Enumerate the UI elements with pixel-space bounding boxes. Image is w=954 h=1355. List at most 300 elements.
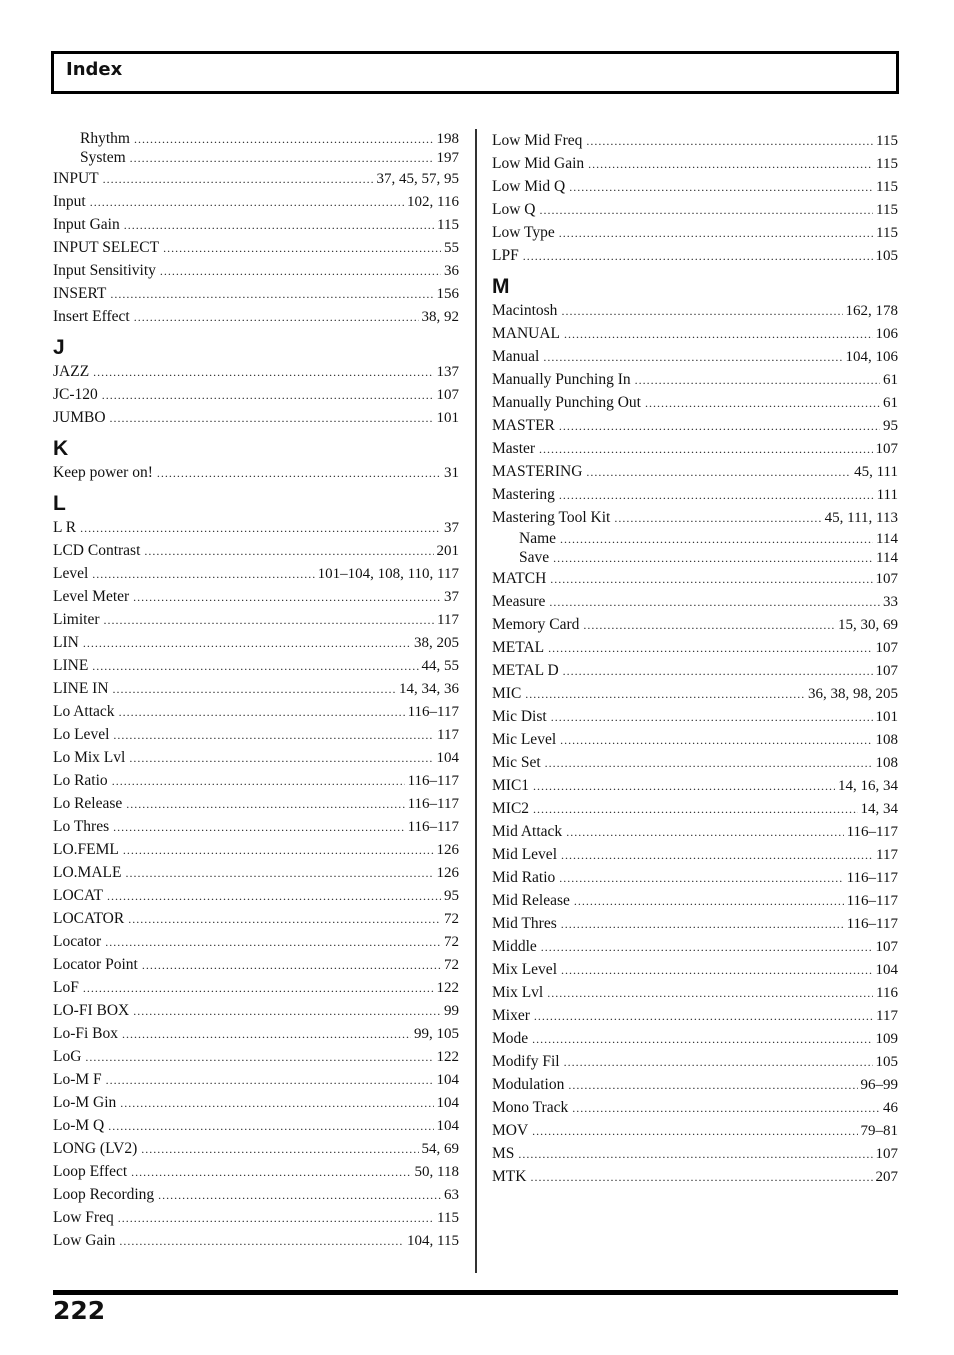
dot-leader [157,462,441,485]
entry-pages: 38, 92 [421,309,459,325]
index-entry [53,406,459,429]
dot-leader [107,885,441,908]
entry-term: Mic Dist [492,708,547,725]
entry-term: Mid Ratio [492,869,556,886]
entry-term: Lo Release [53,795,123,812]
index-entry [53,1137,459,1160]
entry-term: Input [53,193,86,210]
dot-leader [158,1184,441,1207]
index-entry [492,774,898,797]
entry-pages: 197 [436,150,459,166]
index-entry [53,461,459,484]
dot-leader [523,245,873,268]
entry-term: LOCAT [53,887,103,904]
index-entry [53,516,459,539]
index-entry [53,1068,459,1091]
dot-leader [635,369,880,392]
entry-pages: 122 [436,1049,459,1065]
dot-leader [553,549,873,568]
dot-leader [560,729,872,752]
dot-leader [525,683,805,706]
dot-leader [549,591,880,614]
entry-pages: 162, 178 [845,303,898,319]
index-entry [53,236,459,259]
entry-term: INPUT [53,170,99,187]
entry-pages: 116–117 [407,796,459,812]
index-entry [492,981,898,1004]
index-column-left [53,129,459,1252]
section-letter: M [492,275,510,298]
entry-pages: 116–117 [407,819,459,835]
index-entry [53,884,459,907]
dot-leader [568,1074,857,1097]
dot-leader [110,407,434,430]
dot-leader [125,862,433,885]
entry-pages: 107 [875,571,898,587]
entry-term: Low Mid Q [492,178,566,195]
dot-leader [533,798,857,821]
index-entry [492,506,898,529]
entry-term: MASTERING [492,463,583,480]
entry-pages: 107 [875,939,898,955]
dot-leader [547,982,873,1005]
entry-term: Low Mid Gain [492,155,585,172]
entry-term: MS [492,1145,515,1162]
entry-term: Manually Punching In [492,371,631,388]
entry-term: Mid Level [492,846,557,863]
entry-pages: 72 [444,957,459,973]
index-column-right [492,129,898,1188]
index-entry [53,631,459,654]
entry-pages: 116–117 [846,870,898,886]
index-entry [53,677,459,700]
dot-leader [134,130,434,149]
dot-leader [561,959,873,982]
index-entry [492,613,898,636]
entry-term: Mastering [492,486,555,503]
entry-term: MASTER [492,417,555,434]
dot-leader [131,1161,411,1184]
dot-leader [534,1005,873,1028]
entry-pages: 79–81 [860,1123,898,1139]
entry-pages: 95 [883,418,898,434]
entry-term: Level Meter [53,588,130,605]
index-entry [492,1027,898,1050]
dot-leader [113,724,434,747]
entry-pages: 72 [444,911,459,927]
entry-term: Low Q [492,201,536,218]
index-entry [492,1119,898,1142]
index-entry [53,282,459,305]
entry-pages: 107 [875,1146,898,1162]
dot-leader [559,867,843,890]
dot-leader [90,191,404,214]
entry-pages: 55 [444,240,459,256]
section-letter: L [53,492,66,515]
footer-rule [53,1290,898,1295]
dot-leader [93,361,433,384]
dot-leader [163,237,441,260]
entry-term: Lo Thres [53,818,110,835]
index-entry [492,682,898,705]
entry-pages: 36, 38, 98, 205 [808,686,898,702]
dot-leader [564,323,872,346]
dot-leader [119,701,405,724]
dot-leader [104,609,435,632]
entry-term: Manually Punching Out [492,394,641,411]
entry-term: Name [519,530,557,547]
entry-pages: 104 [436,750,459,766]
dot-leader [533,775,835,798]
entry-pages: 115 [876,225,898,241]
entry-pages: 104 [436,1118,459,1134]
entry-pages: 38, 205 [414,635,459,651]
entry-term: Lo Mix Lvl [53,749,126,766]
index-entry [492,175,898,198]
entry-pages: 116–117 [846,893,898,909]
index-entry [53,792,459,815]
entry-pages: 201 [436,543,459,559]
dot-leader [559,222,873,245]
dot-leader [133,586,441,609]
dot-leader [586,461,851,484]
index-entry [53,976,459,999]
dot-leader [126,793,404,816]
entry-term: LCD Contrast [53,542,141,559]
dot-leader [83,977,434,1000]
dot-leader [551,706,873,729]
entry-pages: 137 [436,364,459,380]
entry-pages: 115 [437,1210,459,1226]
entry-term: Mode [492,1030,529,1047]
entry-term: Low Mid Freq [492,132,583,149]
entry-pages: 117 [437,727,459,743]
dot-leader [583,614,835,637]
entry-term: Mid Thres [492,915,557,932]
index-entry [53,1091,459,1114]
dot-leader [130,149,434,168]
entry-term: Low Freq [53,1209,114,1226]
dot-leader [129,747,433,770]
index-entry [53,1022,459,1045]
section-letter: J [53,336,65,359]
entry-term: Limiter [53,611,100,628]
index-entry [492,1096,898,1119]
index-entry [492,797,898,820]
entry-term: Keep power on! [53,464,153,481]
index-entry [492,1073,898,1096]
index-entry [53,838,459,861]
dot-leader [545,752,873,775]
entry-term: LIN [53,634,79,651]
entry-pages: 104, 115 [407,1233,459,1249]
entry-pages: 115 [876,133,898,149]
entry-term: LO.MALE [53,864,122,881]
dot-leader [124,214,434,237]
index-entry [53,861,459,884]
entry-term: Manual [492,348,540,365]
index-entry [492,483,898,506]
dot-leader [106,1069,434,1092]
entry-term: Mix Lvl [492,984,544,1001]
index-subentry [492,529,898,548]
index-entry [492,391,898,414]
entry-term: Level [53,565,89,582]
entry-term: LO-FI BOX [53,1002,130,1019]
entry-pages: 46 [883,1100,898,1116]
entry-pages: 101 [436,410,459,426]
index-entry [492,636,898,659]
entry-pages: 45, 111 [854,464,898,480]
entry-pages: 15, 30, 69 [838,617,898,633]
index-entry [53,383,459,406]
dot-leader [541,936,873,959]
entry-term: MIC2 [492,800,530,817]
entry-term: JC-120 [53,386,98,403]
dot-leader [118,1207,434,1230]
index-entry [53,815,459,838]
index-entry [492,889,898,912]
index-entry [53,1206,459,1229]
index-header-box [51,51,899,94]
dot-leader [550,568,872,591]
dot-leader [108,1115,433,1138]
entry-term: LO.FEML [53,841,119,858]
entry-term: Save [519,549,550,566]
entry-pages: 101 [875,709,898,725]
dot-leader [80,517,441,540]
index-entry [492,1050,898,1073]
entry-pages: 117 [437,612,459,628]
index-entry [53,167,459,190]
entry-term: MANUAL [492,325,561,342]
entry-term: Lo Level [53,726,110,743]
entry-term: Low Gain [53,1232,116,1249]
index-entry [492,322,898,345]
entry-pages: 115 [876,202,898,218]
entry-term: Modulation [492,1076,565,1093]
entry-term: Input Gain [53,216,120,233]
entry-pages: 116–117 [407,704,459,720]
entry-term: Lo-M Gin [53,1094,117,1111]
index-entry [492,912,898,935]
index-entry [53,999,459,1022]
dot-leader [92,563,314,586]
entry-pages: 115 [876,156,898,172]
entry-pages: 109 [875,1031,898,1047]
entry-term: LoF [53,979,79,996]
dot-leader [113,678,396,701]
dot-leader [123,839,434,862]
dot-leader [128,908,441,931]
index-entry [492,567,898,590]
index-entry [53,259,459,282]
entry-pages: 104 [436,1095,459,1111]
entry-pages: 108 [875,732,898,748]
index-entry [492,414,898,437]
index-entry [492,935,898,958]
entry-pages: 99 [444,1003,459,1019]
entry-term: Lo Ratio [53,772,108,789]
entry-term: INSERT [53,285,107,302]
index-entry [492,751,898,774]
entry-term: Locator [53,933,102,950]
entry-term: Mid Release [492,892,570,909]
dot-leader [532,1120,857,1143]
index-entry [53,360,459,383]
entry-term: LINE IN [53,680,109,697]
entry-term: Mid Attack [492,823,563,840]
dot-leader [548,637,872,660]
entry-term: JAZZ [53,363,90,380]
index-entry [53,562,459,585]
dot-leader [141,1138,418,1161]
page-number: 222 [53,1296,106,1325]
entry-pages: 96–99 [860,1077,898,1093]
entry-pages: 14, 34, 36 [399,681,459,697]
index-entry [53,1183,459,1206]
index-entry [53,1045,459,1068]
index-entry [492,843,898,866]
entry-pages: 105 [875,248,898,264]
dot-leader [566,821,843,844]
dot-leader [539,199,873,222]
entry-pages: 126 [436,842,459,858]
entry-term: MIC [492,685,522,702]
dot-leader [144,540,433,563]
entry-term: Macintosh [492,302,558,319]
entry-pages: 106 [875,326,898,342]
entry-pages: 104 [875,962,898,978]
entry-pages: 116 [876,985,898,1001]
entry-term: JUMBO [53,409,106,426]
index-entry [492,152,898,175]
index-entry [492,1165,898,1188]
entry-term: System [80,149,126,166]
entry-pages: 198 [436,131,459,147]
index-entry [492,958,898,981]
entry-pages: 37, 45, 57, 95 [376,171,459,187]
index-entry [53,608,459,631]
index-entry [492,866,898,889]
entry-pages: 95 [444,888,459,904]
dot-leader [112,770,405,793]
entry-pages: 50, 118 [414,1164,459,1180]
dot-leader [572,1097,880,1120]
entry-pages: 126 [436,865,459,881]
entry-pages: 102, 116 [407,194,459,210]
index-entry [53,190,459,213]
entry-pages: 108 [875,755,898,771]
dot-leader [85,1046,433,1069]
index-entry [492,221,898,244]
section-letter: K [53,437,69,460]
index-entry [53,1160,459,1183]
entry-term: Loop Recording [53,1186,155,1203]
entry-pages: 14, 34 [860,801,898,817]
entry-term: METAL D [492,662,559,679]
entry-pages: 36 [444,263,459,279]
dot-leader [561,844,873,867]
index-entry [492,244,898,267]
index-entry [53,654,459,677]
index-entry [53,1114,459,1137]
entry-term: INPUT SELECT [53,239,160,256]
entry-term: Mono Track [492,1099,569,1116]
dot-leader [563,660,873,683]
dot-leader [83,632,411,655]
dot-leader [160,260,441,283]
entry-pages: 54, 69 [421,1141,459,1157]
entry-term: L R [53,519,77,536]
index-entry [53,907,459,930]
entry-term: MIC1 [492,777,530,794]
index-entry [53,953,459,976]
entry-term: LINE [53,657,89,674]
index-entry [53,213,459,236]
entry-pages: 107 [875,663,898,679]
index-entry [53,746,459,769]
dot-leader [113,816,405,839]
entry-term: Middle [492,938,537,955]
index-entry [53,769,459,792]
entry-term: Master [492,440,536,457]
entry-term: Mix Level [492,961,557,978]
entry-term: Lo-Fi Box [53,1025,119,1042]
entry-pages: 107 [436,387,459,403]
entry-term: LOCATOR [53,910,125,927]
index-entry [492,345,898,368]
entry-pages: 116–117 [846,916,898,932]
entry-term: MATCH [492,570,547,587]
entry-pages: 114 [876,550,898,566]
index-entry [492,705,898,728]
entry-term: Loop Effect [53,1163,128,1180]
entry-pages: 104 [436,1072,459,1088]
entry-term: Input Sensitivity [53,262,156,279]
entry-pages: 37 [444,589,459,605]
dot-leader [586,130,873,153]
dot-leader [530,1166,872,1189]
dot-leader [564,1051,873,1074]
dot-leader [134,306,419,329]
entry-pages: 117 [876,1008,898,1024]
index-entry [492,659,898,682]
index-entry [492,129,898,152]
entry-term: MTK [492,1168,527,1185]
entry-pages: 61 [883,372,898,388]
entry-pages: 107 [875,441,898,457]
entry-pages: 31 [444,465,459,481]
index-entry [492,728,898,751]
index-entry [53,700,459,723]
entry-term: Mixer [492,1007,530,1024]
dot-leader [574,890,844,913]
entry-term: Memory Card [492,616,580,633]
entry-pages: 117 [876,847,898,863]
entry-pages: 116–117 [846,824,898,840]
dot-leader [119,1230,404,1253]
index-entry [492,1004,898,1027]
entry-term: METAL [492,639,545,656]
entry-term: Mastering Tool Kit [492,509,611,526]
entry-pages: 116–117 [407,773,459,789]
entry-term: Modify Fil [492,1053,560,1070]
entry-pages: 104, 106 [845,349,898,365]
entry-pages: 33 [883,594,898,610]
entry-term: Low Type [492,224,555,241]
index-entry [53,930,459,953]
